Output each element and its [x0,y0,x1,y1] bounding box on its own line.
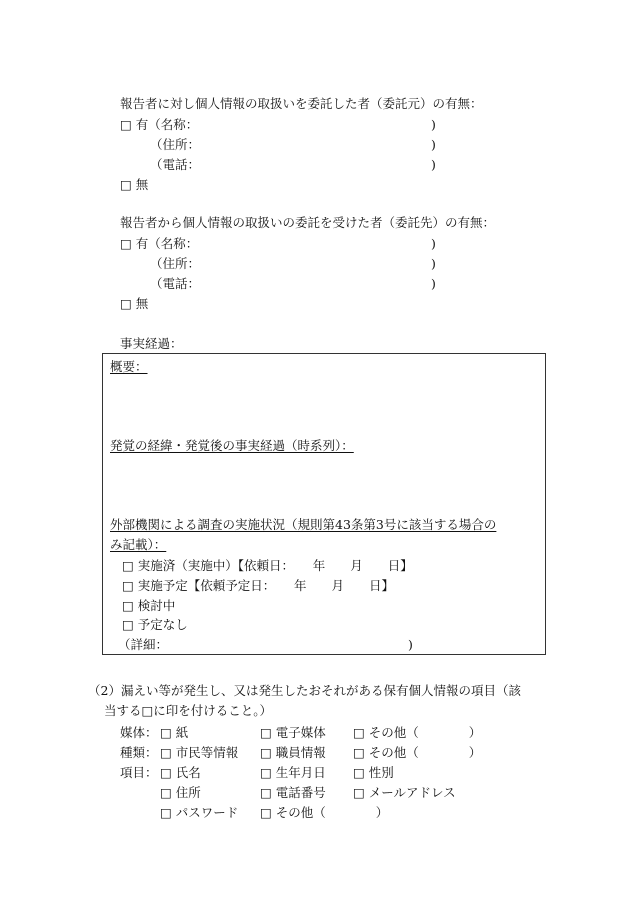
consignor-address-close: ) [431,137,436,152]
type-label: 種類： [120,745,158,760]
external-investigation-label-2: み記載）： [110,537,167,552]
medium-label: 媒体： [120,725,158,740]
consignee-address-label: （住所： [150,256,201,271]
section2-line2: 当する□に印を付けること。） [104,703,273,718]
medium-electronic-checkbox[interactable]: □ 電子媒体 [260,725,326,740]
consignee-address-close: ) [431,256,436,271]
item-name-checkbox[interactable]: □ 氏名 [160,765,201,780]
detail-close: ) [408,637,413,652]
option-none-checkbox[interactable]: □ 予定なし [122,617,188,632]
consignee-phone-label: （電話： [150,276,201,291]
type-staff-checkbox[interactable]: □ 職員情報 [260,745,326,760]
consignee-heading: 報告者から個人情報の取扱いの委託を受けた者（委託先）の有無： [120,215,496,230]
item-label: 項目： [120,765,158,780]
facts-heading: 事実経過： [120,336,183,351]
item-phone-checkbox[interactable]: □ 電話番号 [260,785,326,800]
consignee-yes-checkbox[interactable]: □ 有（名称： [120,236,199,251]
section2-line1: （2）漏えい等が発生し、又は発生したおそれがある保有個人情報の項目（該 [88,683,521,698]
type-other-checkbox[interactable]: □ その他（ ） [353,745,482,760]
consignor-yes-checkbox[interactable]: □ 有（名称： [120,117,199,132]
option-considering-checkbox[interactable]: □ 検討中 [122,598,176,613]
option-planned-checkbox[interactable]: □ 実施予定【依頼予定日： 年 月 日】 [122,578,395,593]
item-birthdate-checkbox[interactable]: □ 生年月日 [260,765,326,780]
consignee-name-close: ) [431,236,436,251]
consignor-no-checkbox[interactable]: □ 無 [120,177,149,192]
item-email-checkbox[interactable]: □ メールアドレス [353,785,456,800]
external-investigation-label-1: 外部機関による調査の実施状況（規則第43条第3号に該当する場合の [110,517,497,532]
option-completed-checkbox[interactable]: □ 実施済（実施中）【依頼日： 年 月 日】 [122,558,413,573]
consignor-phone-close: ) [431,157,436,172]
timeline-label: 発覚の経緯・発覚後の事実経過（時系列）： [110,438,354,453]
type-citizen-checkbox[interactable]: □ 市民等情報 [160,745,239,760]
consignor-phone-label: （電話： [150,157,201,172]
medium-other-checkbox[interactable]: □ その他（ ） [353,725,482,740]
medium-paper-checkbox[interactable]: □ 紙 [160,725,189,740]
overview-label: 概要： [110,359,148,374]
consignee-no-checkbox[interactable]: □ 無 [120,296,149,311]
consignor-heading: 報告者に対し個人情報の取扱いを委託した者（委託元）の有無： [120,96,483,111]
detail-open: （詳細： [118,637,169,652]
consignee-phone-close: ) [431,276,436,291]
item-gender-checkbox[interactable]: □ 性別 [353,765,394,780]
item-password-checkbox[interactable]: □ パスワード [160,805,239,820]
item-address-checkbox[interactable]: □ 住所 [160,785,201,800]
consignor-name-close: ) [431,117,436,132]
consignor-address-label: （住所： [150,137,201,152]
item-other-checkbox[interactable]: □ その他（ ） [260,805,389,820]
